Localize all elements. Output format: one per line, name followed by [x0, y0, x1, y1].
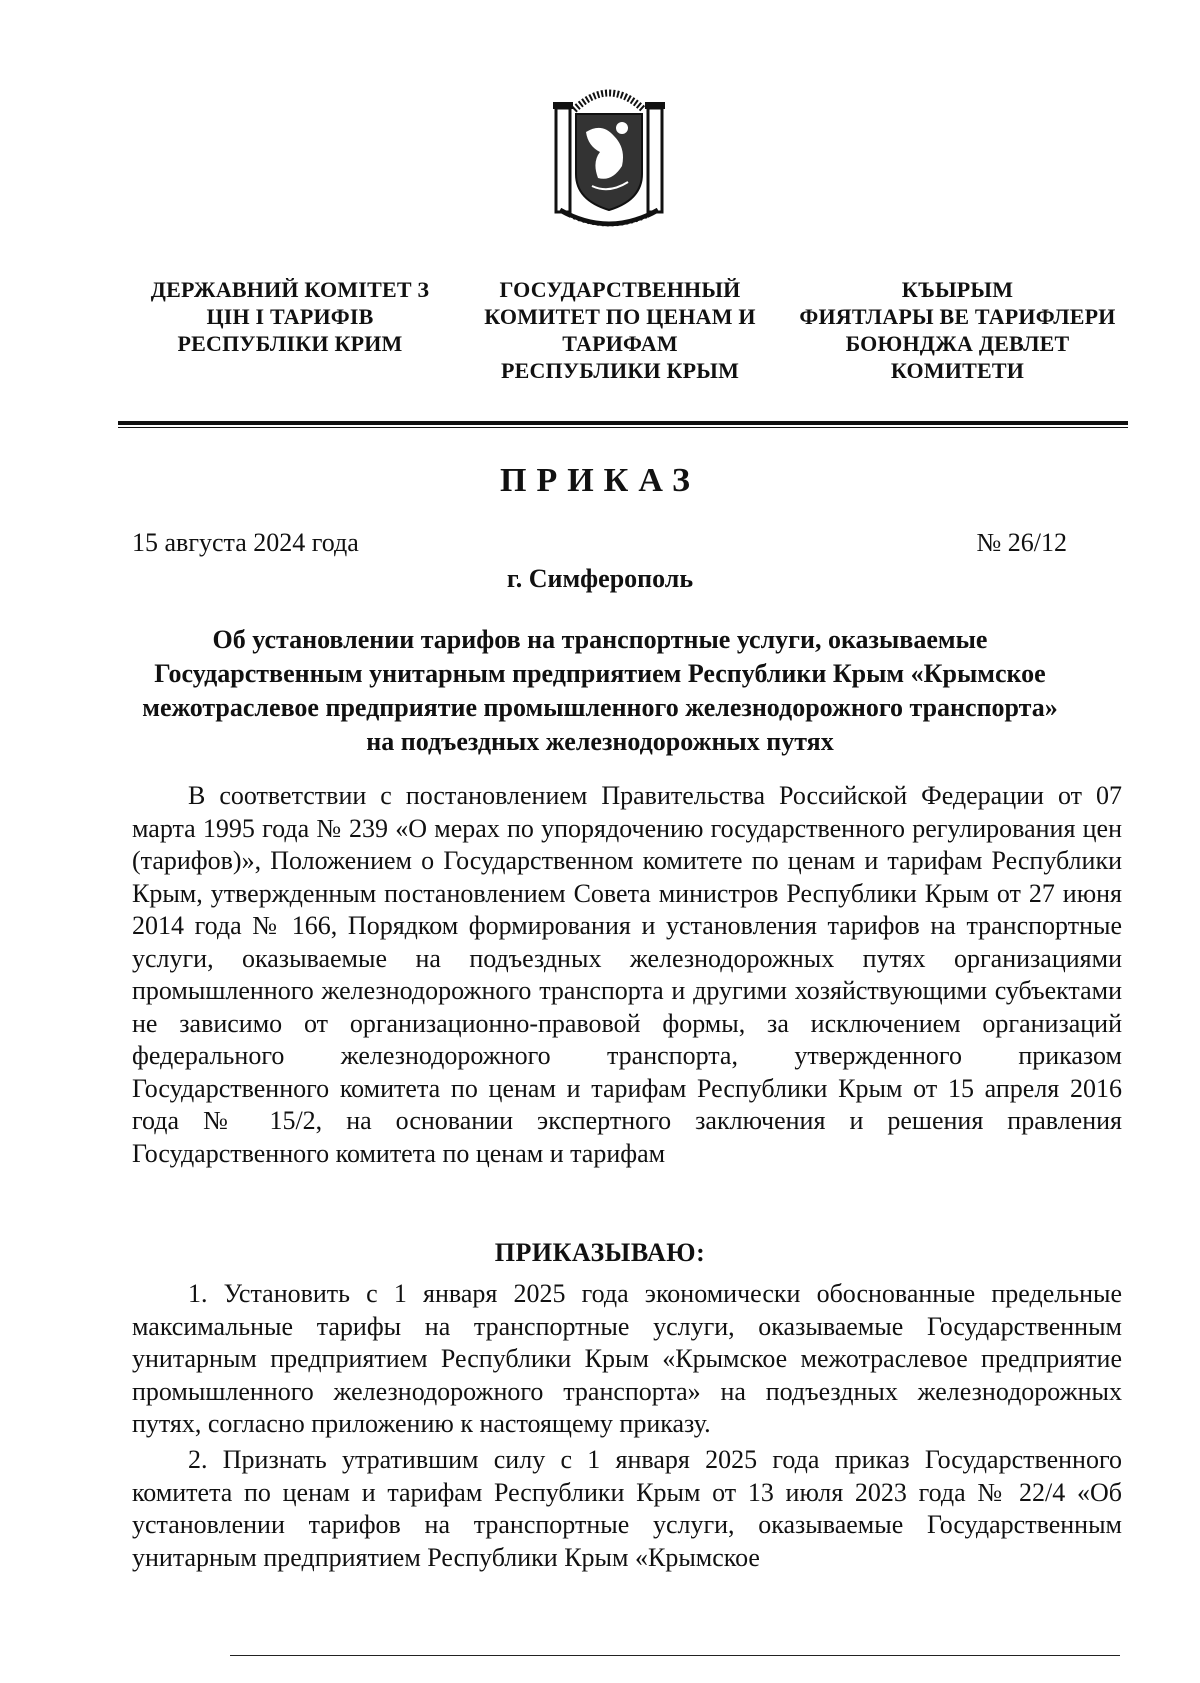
document-date: 15 августа 2024 года [132, 528, 359, 557]
order-item-2: 2. Признать утратившим силу с 1 января 2025 года приказ Государственного комитета по ценам и тарифам Республики Крым от 13 июля 2023 года № 22/4 «Об установлении тарифов на транспортные услуги, оказываемые Государственным унитарным предприятием Республики Крым «Крымское [132, 1445, 1122, 1572]
issuer-name-crimean-tatar: КЪЫРЫМ ФИЯТЛАРЫ ВЕ ТАРИФЛЕРИ БОЮНДЖА ДЕВЛЕТ КОМИТЕТИ [799, 277, 1116, 383]
document-title: ПРИКАЗ [500, 462, 700, 499]
issuer-name-russian: ГОСУДАРСТВЕННЫЙ КОМИТЕТ ПО ЦЕНАМ И ТАРИФАМ РЕСПУБЛИКИ КРЫМ [484, 277, 756, 383]
order-item-1: 1. Установить с 1 января 2025 года экономически обоснованные предельные максимальные тарифы на транспортные услуги, оказываемые Государственным унитарным предприятием Республики Крым «Крымское межотраслевое предприятие промышленного железнодорожного транспорта» на подъездных железнодорожных путях, согласно приложению к настоящему приказу. [132, 1279, 1122, 1438]
issuer-name-ukrainian: ДЕРЖАВНИЙ КОМІТЕТ З ЦІН І ТАРИФІВ РЕСПУБЛІКИ КРИМ [150, 277, 430, 356]
header-divider-thin [118, 427, 1128, 428]
document-subject: Об установлении тарифов на транспортные услуги, оказываемые Государственным унитарным предприятием Республики Крым «Крымское межотраслевое предприятие промышленного железнодорожного транспорта» на подъездных железнодорожных путях [142, 625, 1058, 756]
preamble-paragraph: В соответствии с постановлением Правительства Российской Федерации от 07 марта 1995 года № 239 «О мерах по упорядочению государственного регулирования цен (тарифов)», Положением о Государственном комитете по ценам и тарифам Республики Крым, утвержденным постановлением Совета министров Республики Крым от 27 июня 2014 года № 166, Порядком формирования и установления тарифов на транспортные услуги, оказываемые на подъездных железнодорожных путях организациями промышленного железнодорожного транспорта и другими хозяйствующими субъектами не зависимо от организационно-правовой формы, за исключением организаций федерального железнодорожного транспорта, утвержденного приказом Государственного комитета по ценам и тарифам Республики Крым от 15 апреля 2016 года № 15/2, на основании экспертного заключения и решения правления Государственного комитета по ценам и тарифам [132, 781, 1122, 1168]
footer-divider [230, 1655, 1120, 1656]
issuer-header [130, 276, 1120, 406]
document-number: № 26/12 [976, 528, 1067, 557]
coat-of-arms-icon [552, 82, 666, 232]
document-city: г. Симферополь [506, 564, 694, 593]
header-divider [118, 421, 1128, 425]
order-heading: ПРИКАЗЫВАЮ: [494, 1238, 706, 1267]
